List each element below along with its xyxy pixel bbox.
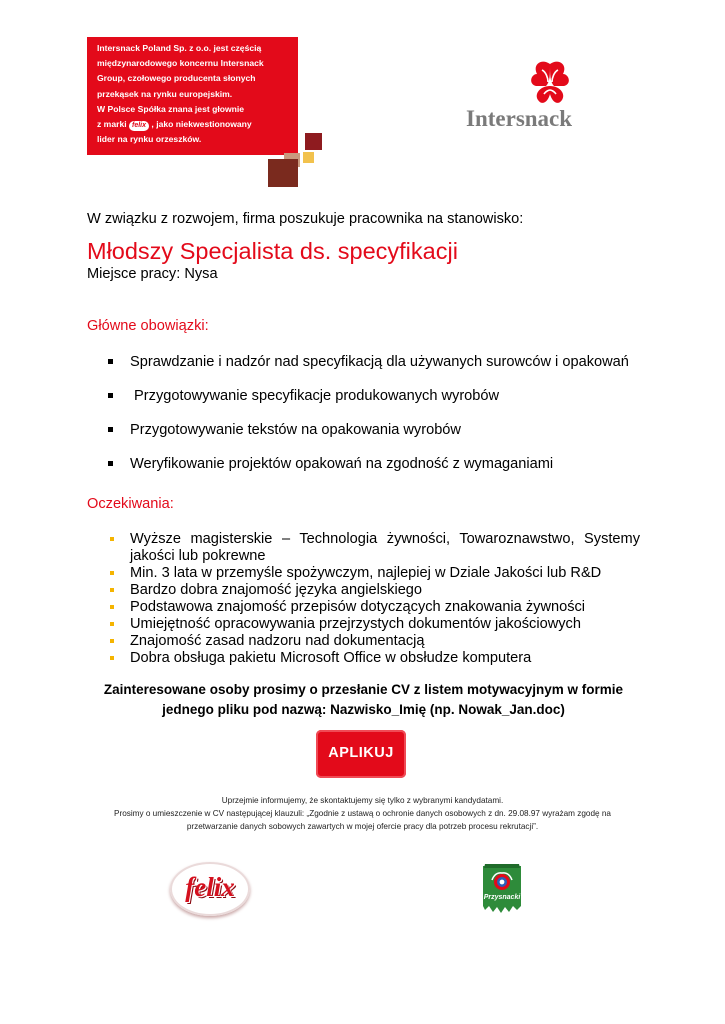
felix-logo-text: felix xyxy=(185,872,235,902)
promo-line: międzynarodowego koncernu Intersnack xyxy=(97,58,264,69)
intro-text: W związku z rozwojem, firma poszukuje pracownika na stanowisko: xyxy=(87,211,524,227)
expectation-text: Podstawowa znajomość przepisów dotyczących znakowania żywności xyxy=(130,599,586,615)
expectation-text: Wyższe magisterskie – Technologia żywności, Towaroznawstwo, Systemy jakości lub pokrewne xyxy=(130,531,640,564)
instructions-line: Zainteresowane osoby prosimy o przesłanie CV z listem motywacyjnym w formie xyxy=(103,682,624,697)
felix-logo xyxy=(170,862,250,916)
expectations-list xyxy=(108,531,640,667)
bullet-icon xyxy=(108,427,113,432)
expectation-item xyxy=(108,633,640,650)
bullet-icon xyxy=(110,656,114,660)
job-title: Młodszy Specjalista ds. specyfikacji xyxy=(87,238,458,264)
expectation-item xyxy=(108,582,640,599)
expectation-item xyxy=(108,650,640,667)
promo-line: Intersnack Poland Sp. z o.o. jest częścią xyxy=(97,43,262,53)
duties-list xyxy=(108,353,668,489)
notice-line: przetwarzanie danych sobowych zawartych w mojej ofercie pracy dla potrzeb procesu rekrutacji”. xyxy=(186,822,539,831)
expectation-text: Znajomość zasad nadzoru nad dokumentacją xyxy=(130,633,425,649)
duty-item xyxy=(108,353,668,387)
przysnacki-logo-text: Przysnacki xyxy=(483,894,521,901)
duty-text: Przygotowywanie specyfikacje produkowanych wyrobów xyxy=(130,388,500,404)
application-instructions xyxy=(87,680,640,720)
promo-line-brand xyxy=(97,117,293,132)
duty-item xyxy=(108,421,668,455)
notice-line: Prosimy o umieszczenie w CV następującej klauzuli: „Zgodnie z ustawą o ochronie danych osobowych z dn. 29.08.97 wyrażam zgodę na xyxy=(114,809,611,818)
expectation-text: Umiejętność opracowywania przejrzystych dokumentów jakościowych xyxy=(130,616,581,632)
intersnack-logo-mark xyxy=(528,60,572,106)
promo-line: Group, czołowego producenta słonych xyxy=(97,73,256,84)
duties-heading: Główne obowiązki: xyxy=(87,318,209,334)
expectation-text: Bardzo dobra znajomość języka angielskiego xyxy=(130,582,423,598)
expectation-item xyxy=(108,599,640,616)
bullet-icon xyxy=(110,537,114,541)
duty-text: Weryfikowanie projektów opakowań na zgodność z wymaganiami xyxy=(130,456,554,472)
expectation-item xyxy=(108,616,640,633)
apply-button[interactable]: APLIKUJ xyxy=(316,730,406,778)
duty-text: Przygotowywanie tekstów na opakowania wyrobów xyxy=(130,422,461,438)
expectation-item xyxy=(108,531,640,565)
promo-line: przekąsek na rynku europejskim. xyxy=(97,88,233,99)
notice-line: Uprzejmie informujemy, że skontaktujemy się tylko z wybranymi kandydatami. xyxy=(221,796,504,805)
duty-item xyxy=(108,387,668,421)
duty-item xyxy=(108,455,668,489)
promo-line: W Polsce Spółka znana jest głownie xyxy=(97,103,245,114)
promo-prefix: z marki xyxy=(97,119,127,130)
decor-square xyxy=(305,133,322,150)
bullet-icon xyxy=(110,639,114,643)
instructions-line: jednego pliku pod nazwą: Nazwisko_Imię (np. Nowak_Jan.doc) xyxy=(162,702,565,717)
privacy-notice xyxy=(80,794,645,833)
intersnack-logo-text: Intersnack xyxy=(466,106,573,131)
felix-inline-logo: felix xyxy=(129,121,149,131)
duty-text: Sprawdzanie i nadzór nad specyfikacją dla używanych surowców i opakowań xyxy=(130,354,629,370)
expectation-text: Min. 3 lata w przemyśle spożywczym, najlepiej w Dziale Jakości lub R&D xyxy=(130,565,602,581)
job-location: Miejsce pracy: Nysa xyxy=(87,266,218,282)
promo-suffix: , jako niekwestionowany xyxy=(151,119,252,130)
bullet-icon xyxy=(108,393,113,398)
bullet-icon xyxy=(108,461,113,466)
bullet-icon xyxy=(110,571,114,575)
decor-square xyxy=(303,152,314,163)
bullet-icon xyxy=(108,359,113,364)
bullet-icon xyxy=(110,588,114,592)
expectations-heading: Oczekiwania: xyxy=(87,496,174,512)
przysnacki-logo xyxy=(479,862,525,918)
expectation-text: Dobra obsługa pakietu Microsoft Office w obsłudze komputera xyxy=(130,650,532,666)
bullet-icon xyxy=(110,622,114,626)
bullet-icon xyxy=(110,605,114,609)
decor-square xyxy=(268,159,298,187)
promo-text xyxy=(97,41,293,147)
expectation-item xyxy=(108,565,640,582)
promo-line: lider na rynku orzeszków. xyxy=(97,134,202,145)
